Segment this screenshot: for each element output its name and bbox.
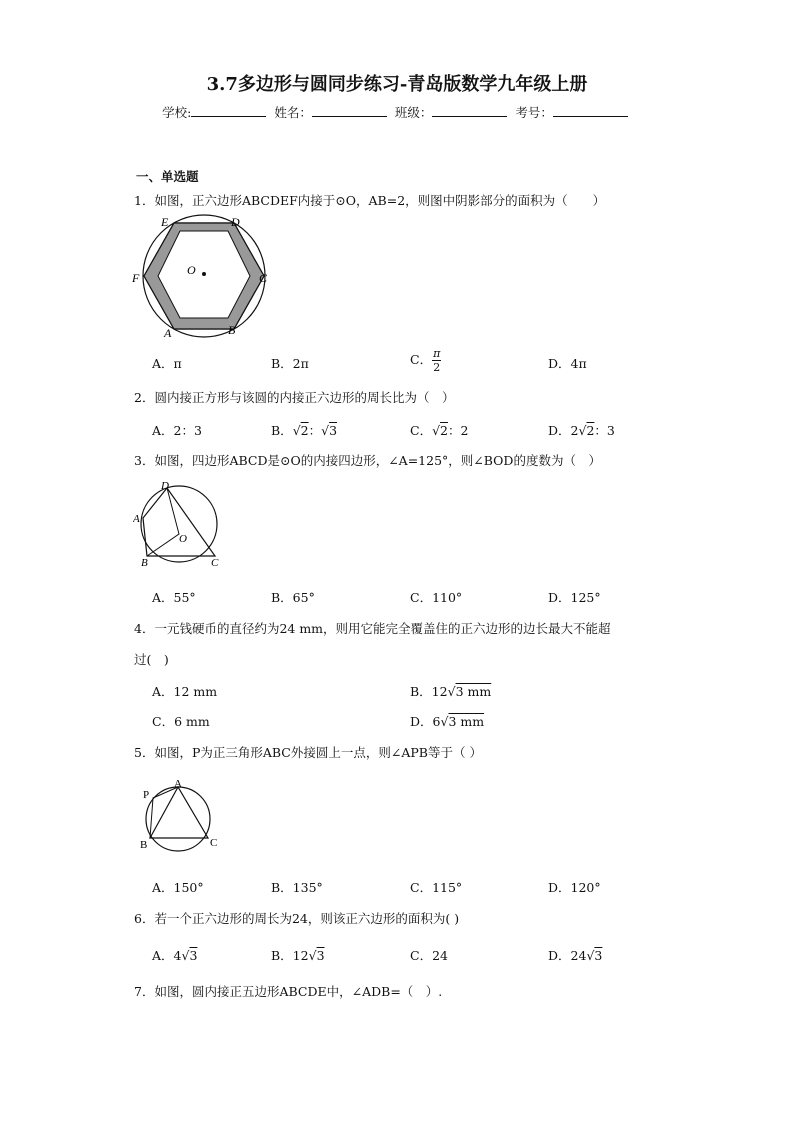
q2-option-d-label: D．2 xyxy=(548,423,579,438)
label-A: A xyxy=(133,513,140,525)
label-E: E xyxy=(161,215,169,229)
label-F: F xyxy=(132,271,140,285)
question-5-stem: 5．如图，P为正三角形ABC外接圆上一点，则∠APB等于（ ） xyxy=(134,745,482,760)
exam-no-label: 考号： xyxy=(515,105,553,120)
q2-option-c-label: C． xyxy=(410,423,433,438)
page-title: 3.7多边形与圆同步练习-青岛版数学九年级上册 xyxy=(206,74,588,95)
label-B: B xyxy=(140,839,148,851)
fraction-denominator: 2 xyxy=(433,361,441,374)
sqrt-value: 3 xyxy=(594,948,603,963)
q4-option-c[interactable]: C．6 mm xyxy=(152,714,210,729)
q2-option-b-label: B． xyxy=(271,423,293,438)
q2-option-c[interactable]: C．√2：2 xyxy=(410,423,469,438)
label-P: P xyxy=(143,789,150,801)
question-1-figure xyxy=(131,212,281,342)
label-C: C xyxy=(210,837,218,849)
q4-option-a[interactable]: A．12 mm xyxy=(152,684,218,699)
q1-option-b[interactable]: B．2π xyxy=(271,356,309,371)
q3-option-c[interactable]: C．110° xyxy=(410,590,463,605)
question-3-stem: 3．如图，四边形ABCD是⊙O的内接四边形，∠A=125°，则∠BOD的度数为（ ） xyxy=(134,453,601,468)
q4-option-d-label: D．6 xyxy=(410,714,441,729)
q3-option-a[interactable]: A．55° xyxy=(152,590,196,605)
school-field[interactable] xyxy=(191,105,266,117)
label-B: B xyxy=(228,323,236,337)
sqrt-value: 3 xyxy=(316,948,325,963)
q2-option-d[interactable]: D．2√2：3 xyxy=(548,423,615,438)
ratio-tail: ：2 xyxy=(448,423,469,438)
q5-option-d[interactable]: D．120° xyxy=(548,880,601,895)
sqrt-value: 3 xyxy=(189,948,198,963)
q6-option-d-label: D．24 xyxy=(548,948,587,963)
label-O: O xyxy=(187,263,196,277)
ratio-tail: ：3 xyxy=(594,423,615,438)
q3-option-d[interactable]: D．125° xyxy=(548,590,601,605)
q5-option-b[interactable]: B．135° xyxy=(271,880,323,895)
sqrt-value: 2 xyxy=(586,423,595,438)
label-A: A xyxy=(164,326,172,340)
q2-option-b[interactable]: B．√2：√3 xyxy=(271,423,338,438)
q6-option-a[interactable]: A．4√3 xyxy=(152,948,198,963)
q6-option-d[interactable]: D．24√3 xyxy=(548,948,603,963)
question-7-stem: 7．如图，圆内接正五边形ABCDE中，∠ADB=（ ）. xyxy=(134,984,443,999)
sqrt-value: 3 mm xyxy=(455,684,492,699)
sqrt-value: 3 xyxy=(329,423,338,438)
name-field[interactable] xyxy=(312,105,387,117)
question-1-stem: 1．如图，正六边形ABCDEF内接于⊙O，AB=2，则图中阴影部分的面积为（ ） xyxy=(134,193,606,208)
ratio-separator: ： xyxy=(308,423,322,438)
q5-option-c[interactable]: C．115° xyxy=(410,880,463,895)
section-heading: 一、单选题 xyxy=(136,169,199,184)
q4-option-d[interactable]: D．6√3 mm xyxy=(410,714,485,729)
question-4-stem-line1: 4．一元钱硬币的直径约为24 mm，则用它能完全覆盖住的正六边形的边长最大不能超 xyxy=(134,621,611,636)
label-B: B xyxy=(141,557,148,569)
question-5-figure xyxy=(134,778,224,858)
label-A: A xyxy=(174,778,182,790)
label-D: D xyxy=(161,480,169,492)
q6-option-c[interactable]: C．24 xyxy=(410,948,448,963)
q3-option-b[interactable]: B．65° xyxy=(271,590,315,605)
sqrt-value: 2 xyxy=(440,423,448,438)
q6-option-b[interactable]: B．12√3 xyxy=(271,948,325,963)
q1-option-c-label: C． xyxy=(410,352,433,367)
question-3-figure xyxy=(133,478,228,570)
name-label: 姓名： xyxy=(274,105,312,120)
class-label: 班级： xyxy=(394,105,433,120)
label-O: O xyxy=(179,533,187,545)
label-D: D xyxy=(231,215,240,229)
q5-option-a[interactable]: A．150° xyxy=(152,880,204,895)
label-C: C xyxy=(259,271,268,285)
q1-option-c-fraction xyxy=(432,347,441,374)
q1-option-d[interactable]: D．4π xyxy=(548,356,587,371)
q1-option-a[interactable]: A．π xyxy=(152,356,182,371)
q4-option-b-label: B．12 xyxy=(410,684,448,699)
q6-option-a-label: A．4 xyxy=(152,948,182,963)
label-C: C xyxy=(211,557,219,569)
sqrt-value: 2 xyxy=(300,423,309,438)
student-info-line xyxy=(0,103,794,121)
fraction-numerator: π xyxy=(433,347,441,360)
class-field[interactable] xyxy=(432,105,507,117)
question-2-stem: 2．圆内接正方形与该圆的内接正六边形的周长比为（ ） xyxy=(134,390,455,405)
exam-no-field[interactable] xyxy=(553,105,628,117)
q6-option-b-label: B．12 xyxy=(271,948,309,963)
sqrt-value: 3 mm xyxy=(448,714,485,729)
q1-option-c[interactable] xyxy=(410,347,441,374)
question-4-stem-line2: 过( ) xyxy=(134,652,169,667)
school-label: 学校: xyxy=(162,105,192,120)
q4-option-b[interactable]: B．12√3 mm xyxy=(410,684,492,699)
q2-option-a[interactable]: A．2：3 xyxy=(152,423,202,438)
question-6-stem: 6．若一个正六边形的周长为24，则该正六边形的面积为( ) xyxy=(134,911,460,926)
